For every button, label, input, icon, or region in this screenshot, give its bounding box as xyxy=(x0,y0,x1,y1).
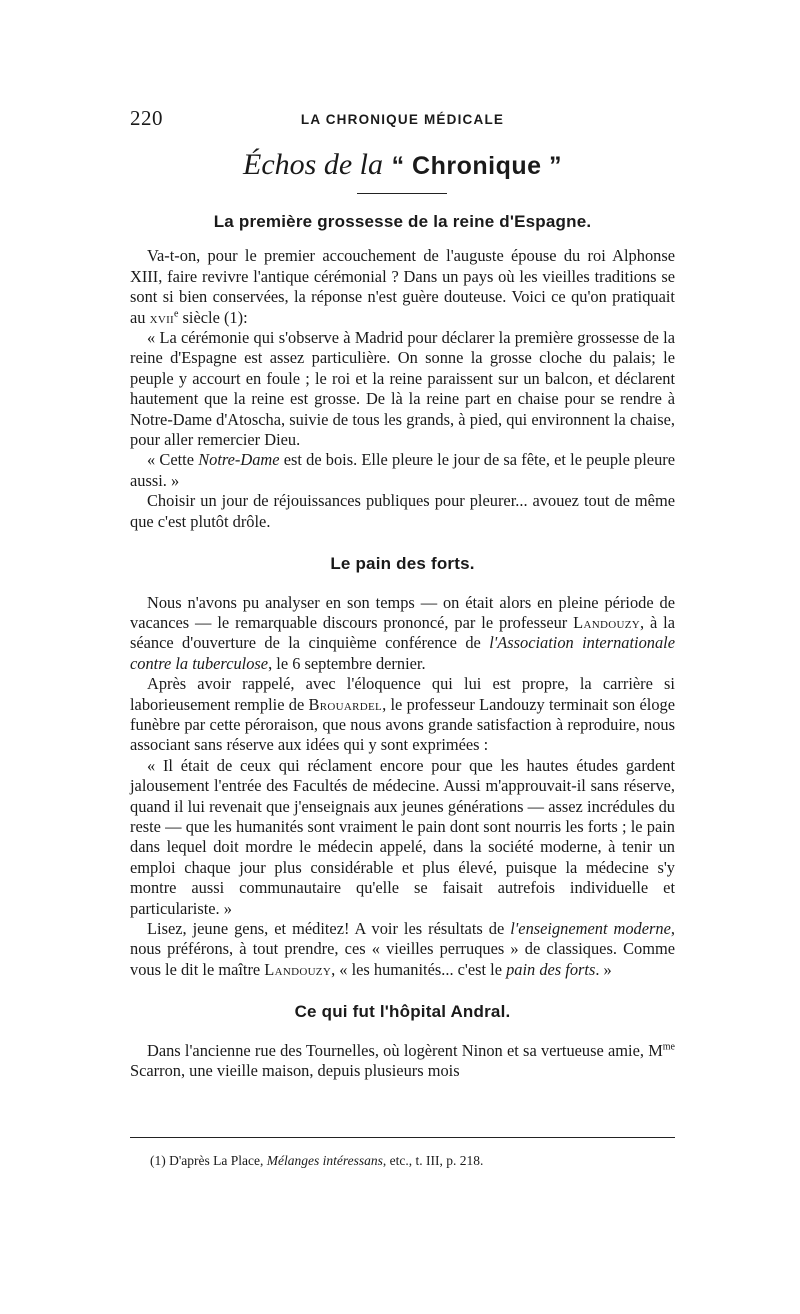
footnote: (1) D'après La Place, Mélanges intéressans, etc., t. III, p. 218. xyxy=(150,1153,484,1168)
article-heading-andral: Ce qui fut l'hôpital Andral. xyxy=(294,1002,511,1022)
paragraph: Dans l'ancienne rue des Tournelles, où logèrent Ninon et sa vertueuse amie, $M^{me}$ Scarron, une vieille maison, depuis plusieurs mois xyxy=(130,1040,675,1081)
article-heading-reine: La première grossesse de la reine d'Espagne. xyxy=(213,212,592,231)
running-head xyxy=(130,106,675,130)
section-title-script: Échos de la xyxy=(243,148,383,181)
section-title-chronique: “ Chronique ” xyxy=(391,152,562,180)
article-heading-pain: Le pain des forts. xyxy=(330,554,475,574)
section-title xyxy=(130,148,675,182)
footnote-rule xyxy=(130,1137,675,1138)
title-rule xyxy=(357,193,447,194)
article-body xyxy=(130,212,675,1081)
paragraph: « Cette Notre-Dame est de bois. Elle pleure le jour de sa fête, et le peuple pleure aussi. » xyxy=(130,450,675,490)
paragraph: Choisir un jour de réjouissances publiques pour pleurer... avouez tout de même que c'est plutôt drôle. xyxy=(130,491,675,531)
page-number: 220 xyxy=(130,106,163,130)
paragraph: Après avoir rappelé, avec l'éloquence qui lui est propre, la carrière si laborieusement remplie de Brouardel, le professeur Landouzy terminait son éloge funèbre par cette péroraison, que nous avons grande satisfaction à reproduire, nous associant sans réserve aux idées qui y sont exprimées : xyxy=(130,674,675,755)
paragraph: Lisez, jeune gens, et méditez! A voir les résultats de l'enseignement moderne, nous préférons, à tout prendre, ces « vieilles perruques » de classiques. Comme vous le dit le maître Landouzy, « les humanités... c'est le pain des forts. » xyxy=(130,919,675,979)
paragraph: « Il était de ceux qui réclament encore pour que les hautes études gardent jalousement l'entrée des Facultés de médecine. Aussi m'approuvait-il sans réserve, quand il lui revenait que j'enseignais aux jeunes générations — assez incrédules du reste — que les humanités sont vraiment le pain dont sont nourris les forts ; le pain dans lequel doit mordre le médecin appelé, dans la société moderne, à tenir un emploi chaque jour plus considérable et plus élevé, puisque la médecine s'y montre aussi communautaire qu'elle se faisait autrefois individuelle et particulariste. » xyxy=(130,755,675,918)
journal-title: LA CHRONIQUE MÉDICALE xyxy=(300,112,505,127)
paragraph: « La cérémonie qui s'observe à Madrid pour déclarer la première grossesse de la reine d'Espagne est assez particulière. On sonne la grosse cloche du palais; le peuple y accourt en foule ; le roi et la reine paraissent sur un balcon, et déclarent hautement que la reine est grosse. De là la reine part en chaise pour se rendre à Notre-Dame d'Atoscha, suivie de tous les grands, à pied, qui environnent la chaise, pour aller remercier Dieu. xyxy=(130,328,675,450)
paragraph: Nous n'avons pu analyser en son temps — on était alors en pleine période de vacances — le remarquable discours prononcé, par le professeur Landouzy, à la séance d'ouverture de la cinquième conférence de l'Association internationale contre la tuberculose, le 6 septembre dernier. xyxy=(130,592,675,673)
paragraph: Va-t-on, pour le premier accouchement de l'auguste épouse du roi Alphonse XIII, faire revivre l'antique cérémonial ? Dans un pays où les vieilles traditions se sont si bien conservées, la réponse n'est guère douteuse. Voici ce qu'on pratiquait au xvii$^e$ siècle (1): xyxy=(130,246,675,327)
